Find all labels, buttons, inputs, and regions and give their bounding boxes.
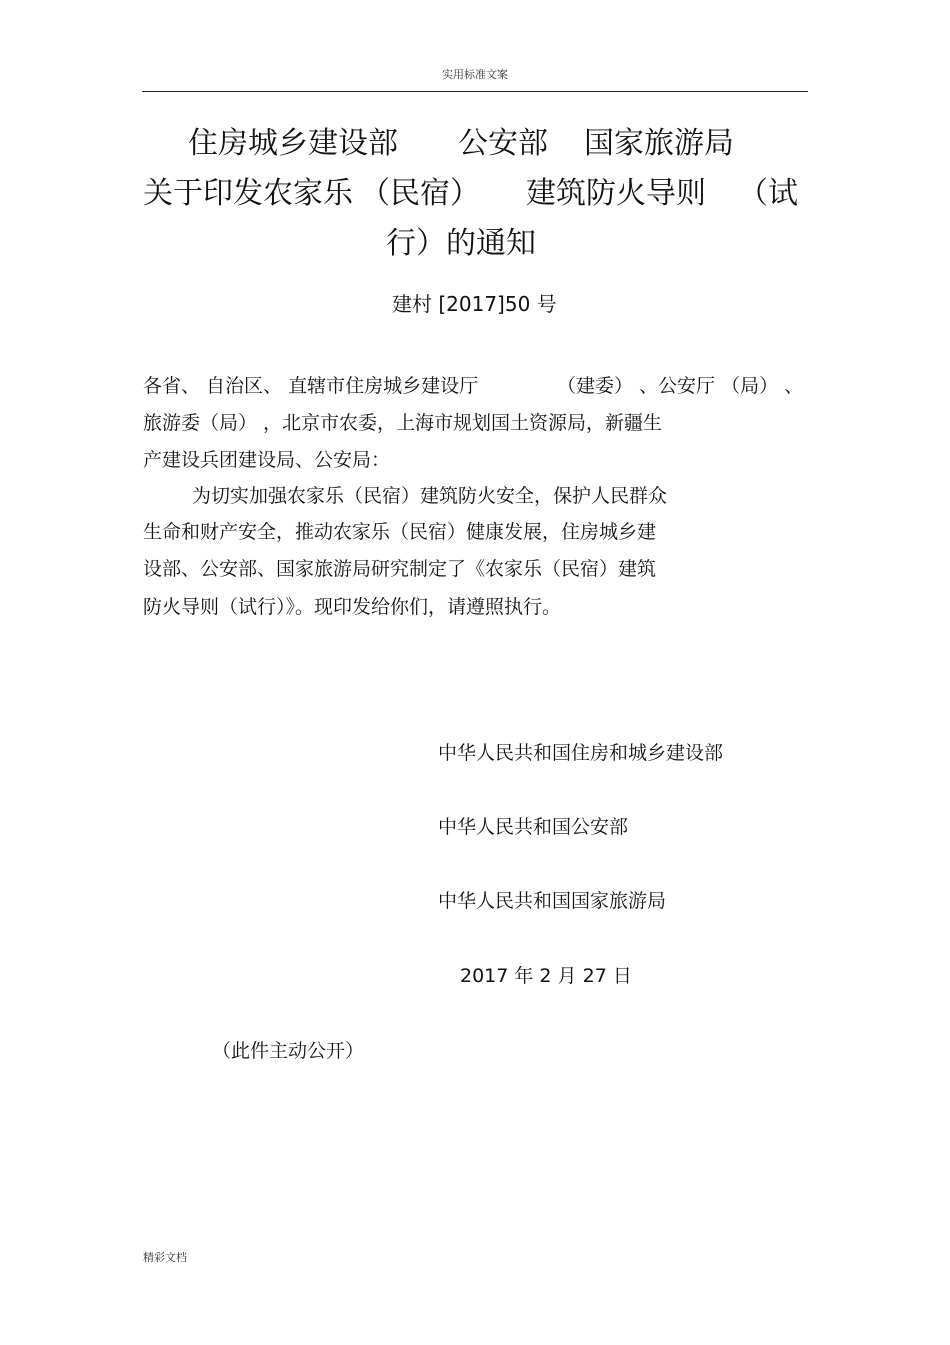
signatory-tourism: 中华人民共和国国家旅游局 — [438, 890, 667, 912]
body-line1: 为切实加强农家乐（民宿）建筑防火安全，保护人民群众 — [192, 485, 668, 507]
body-line4: 防火导则（试行）》。现印发给你们，请遵照执行。 — [143, 596, 562, 618]
body-line2: 生命和财产安全，推动农家乐（民宿）健康发展，住房城乡建 — [143, 521, 657, 543]
title-line1-ministry-housing: 住房城乡建设部 — [188, 126, 398, 161]
signatory-public-security: 中华人民共和国公安部 — [438, 816, 629, 838]
title-line3: 行）的通知 — [386, 226, 536, 261]
disclosure-note: （此件主动公开） — [212, 1040, 365, 1062]
addressees-line3: 产建设兵团建设局、公安局： — [143, 449, 391, 471]
title-line1-tourism: 国家旅游局 — [584, 126, 734, 161]
addressees-line1-part1: 各省、 自治区、 直辖市住房城乡建设厅 — [143, 375, 479, 397]
issue-date: 2017 年 2 月 27 日 — [460, 965, 632, 987]
page-footer: 精彩文档 — [143, 1251, 187, 1264]
document-number: 建村 [2017]50 号 — [392, 292, 557, 316]
title-line2-part4: （试 — [738, 176, 798, 211]
addressees-line1-part2: （建委） 、公安厅 （局） 、 — [557, 375, 804, 397]
signatory-housing-ministry: 中华人民共和国住房和城乡建设部 — [438, 742, 724, 764]
addressees-line2: 旅游委（局） ，北京市农委，上海市规划国土资源局，新疆生 — [143, 412, 663, 434]
header-rule — [142, 91, 808, 92]
title-line2-part1: 关于印发农家乐 — [143, 176, 353, 211]
title-line2-part3: 建筑防火导则 — [526, 176, 706, 211]
title-line2-part2: （民宿） — [360, 176, 480, 211]
title-line1-ministry-security: 公安部 — [458, 126, 548, 161]
running-header: 实用标准文案 — [442, 68, 508, 81]
body-line3: 设部、公安部、国家旅游局研究制定了《农家乐（民宿）建筑 — [143, 558, 657, 580]
